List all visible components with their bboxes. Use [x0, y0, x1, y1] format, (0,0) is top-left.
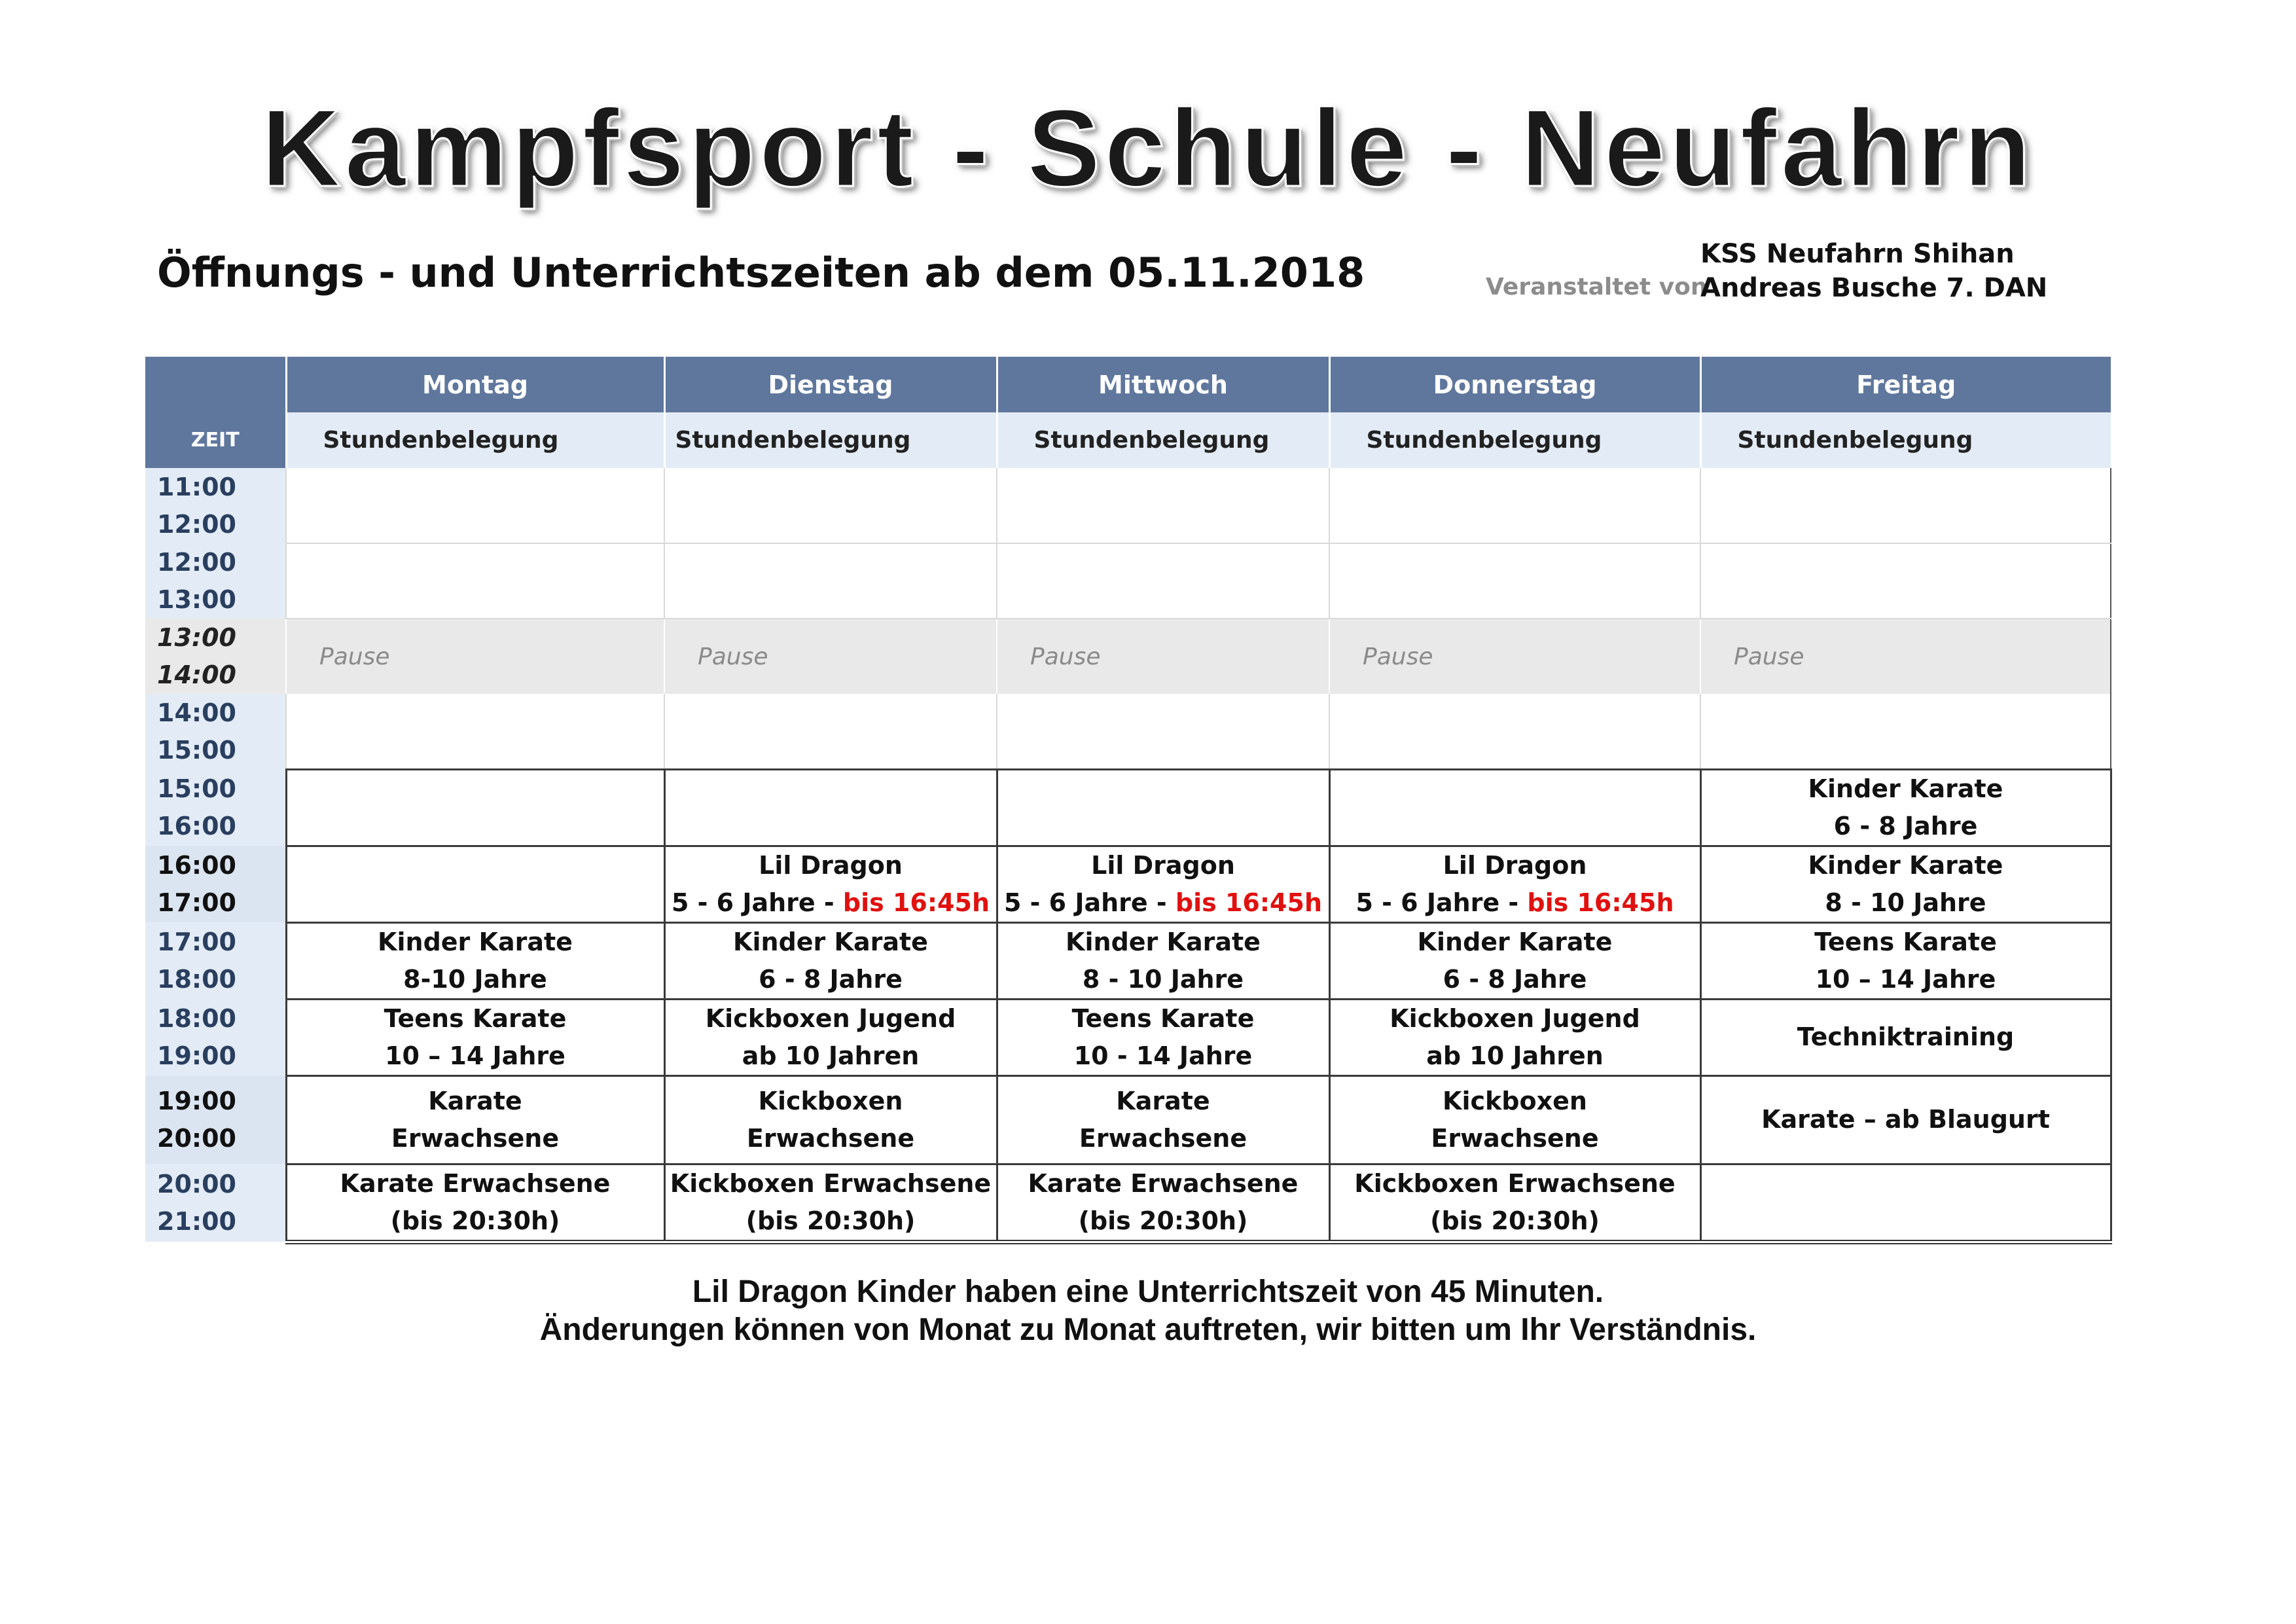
class-name: Kinder Karate: [1808, 850, 2003, 880]
time-slot: [145, 999, 286, 1075]
class-name: Teens Karate: [1814, 927, 1997, 956]
table-row: [145, 922, 2111, 999]
class-name: Kinder Karate: [378, 927, 573, 956]
day-header-mittwoch: Mittwoch: [997, 357, 1329, 412]
age-group: 10 – 14 Jahre: [1815, 964, 1996, 994]
time-slot: [145, 543, 286, 619]
schedule-cell: [1329, 1075, 1700, 1164]
schedule-cell: Pause: [997, 619, 1329, 694]
end-time-note: bis 16:45h: [842, 888, 990, 917]
schedule-cell: [664, 1164, 997, 1242]
class-detail: [287, 1038, 664, 1075]
column-label: Stundenbelegung: [286, 412, 664, 468]
schedule-cell: [664, 846, 997, 922]
age-group: Erwachsene: [746, 1123, 915, 1153]
schedule-cell: [286, 1075, 664, 1164]
age-group: Erwachsene: [1079, 1123, 1247, 1153]
age-group: 10 – 14 Jahre: [385, 1041, 565, 1070]
schedule-cell: [1700, 468, 2111, 543]
class-name: Kinder Karate: [1417, 927, 1613, 956]
table-row: [145, 846, 2111, 922]
class-name: Karate Erwachsene: [340, 1168, 611, 1198]
time-start: 19:00: [157, 1086, 236, 1115]
class-name: Lil Dragon: [1091, 850, 1235, 880]
time-end: 16:00: [157, 811, 236, 840]
schedule-cell: [286, 543, 664, 619]
schedule-cell: [997, 694, 1329, 769]
time-start: 16:00: [157, 850, 236, 880]
class-detail: [1331, 1202, 1700, 1240]
time-start: 12:00: [157, 547, 236, 577]
schedule-cell: [664, 769, 997, 846]
schedule-cell: [664, 543, 997, 619]
zeit-label: ZEIT: [145, 412, 286, 468]
schedule-cell: [1700, 543, 2111, 619]
age-group: 5 - 6 Jahre -: [1003, 888, 1175, 917]
class-detail: [287, 1202, 664, 1240]
schedule-cell: [997, 922, 1329, 999]
column-label: Stundenbelegung: [1329, 412, 1700, 468]
schedule-cell: [1329, 543, 1700, 619]
class-name: Kickboxen Jugend: [1390, 1003, 1640, 1033]
schedule-cell: [664, 694, 997, 769]
schedule-cell: [997, 468, 1329, 543]
time-start: 20:00: [157, 1169, 236, 1199]
class-detail: [1702, 884, 2110, 922]
time-start: 17:00: [157, 927, 236, 956]
schedule-cell: [1329, 1164, 1700, 1242]
class-detail: [1331, 1120, 1700, 1157]
age-group: (bis 20:30h): [1430, 1206, 1600, 1235]
schedule-cell: [1700, 694, 2111, 769]
class-detail: [1702, 961, 2110, 998]
schedule-cell: Pause: [1329, 619, 1700, 694]
class-detail: [666, 884, 996, 922]
class-name: Kickboxen Jugend: [705, 1003, 956, 1033]
schedule-cell: [1329, 694, 1700, 769]
age-group: 8 - 10 Jahre: [1082, 964, 1244, 994]
subheader-row: [145, 412, 2111, 468]
schedule-cell: [1329, 769, 1700, 846]
schedule-cell: [286, 922, 664, 999]
time-end: 17:00: [157, 888, 236, 917]
class-detail: [998, 884, 1329, 922]
table-row: [145, 694, 2111, 769]
footer-line-1: Lil Dragon Kinder haben eine Unterrichtszeit von 45 Minuten.: [692, 1274, 1604, 1309]
class-detail: [998, 1202, 1329, 1240]
footer-note: [0, 1273, 2296, 1349]
class-name: Kickboxen: [758, 1086, 903, 1115]
class-detail: [998, 1038, 1329, 1075]
class-name: Teens Karate: [384, 1003, 567, 1033]
class-name: Karate – ab Blaugurt: [1761, 1105, 2050, 1134]
schedule-cell: [997, 543, 1329, 619]
age-group: 6 - 8 Jahre: [1833, 811, 1978, 840]
time-end: 21:00: [157, 1206, 236, 1236]
age-group: 5 - 6 Jahre -: [671, 888, 843, 917]
end-time-note: bis 16:45h: [1175, 888, 1322, 917]
time-slot: [145, 922, 286, 999]
table-row: [145, 619, 2111, 694]
organizer-label: Veranstaltet von: [1486, 274, 1708, 300]
age-group: 6 - 8 Jahre: [759, 964, 903, 994]
table-row: [145, 769, 2111, 846]
organizer-line-1: KSS Neufahrn Shihan: [1700, 239, 2015, 269]
class-detail: [287, 1120, 664, 1157]
class-name: Lil Dragon: [1443, 850, 1587, 880]
time-start: 15:00: [157, 774, 236, 803]
age-group: (bis 20:30h): [1078, 1206, 1248, 1235]
time-end: 18:00: [157, 964, 236, 994]
schedule-cell: Pause: [286, 619, 664, 694]
class-detail: [666, 1202, 996, 1240]
schedule-cell: [664, 999, 997, 1075]
class-name: Kinder Karate: [1808, 774, 2003, 803]
time-start: 18:00: [157, 1003, 236, 1033]
time-slot: [145, 1164, 286, 1242]
class-detail: [998, 961, 1329, 998]
schedule-cell: [1700, 1075, 2111, 1164]
schedule-table: [145, 357, 2112, 1244]
day-header-montag: Montag: [286, 357, 664, 412]
schedule-cell: [1700, 769, 2111, 846]
class-detail: [1702, 808, 2110, 845]
footer-line-2: Änderungen können von Monat zu Monat auftreten, wir bitten um Ihr Verständnis.: [539, 1312, 1757, 1347]
time-end: 15:00: [157, 735, 236, 765]
class-name: Kinder Karate: [1066, 927, 1261, 956]
time-end: 12:00: [157, 509, 236, 539]
age-group: ab 10 Jahren: [1426, 1041, 1604, 1070]
age-group: (bis 20:30h): [745, 1206, 916, 1235]
time-slot: [145, 1075, 286, 1164]
age-group: Erwachsene: [1431, 1123, 1599, 1153]
class-detail: [666, 961, 996, 998]
age-group: 8 - 10 Jahre: [1825, 888, 1986, 917]
schedule-cell: [997, 1164, 1329, 1242]
schedule-cell: [997, 1075, 1329, 1164]
class-name: Techniktraining: [1797, 1022, 2015, 1051]
class-detail: [1331, 1038, 1700, 1075]
schedule-subtitle: Öffnungs - und Unterrichtszeiten ab dem 05.11.2018: [157, 249, 1365, 297]
time-slot: [145, 468, 286, 543]
schedule-cell: [1329, 922, 1700, 999]
age-group: (bis 20:30h): [390, 1206, 560, 1235]
class-detail: [666, 1120, 996, 1157]
table-row: [145, 543, 2111, 619]
class-name: Karate Erwachsene: [1028, 1168, 1299, 1198]
schedule-cell: [1700, 922, 2111, 999]
time-end: 19:00: [157, 1041, 236, 1070]
time-end: 14:00: [157, 660, 236, 689]
column-label: Stundenbelegung: [1700, 412, 2111, 468]
class-detail: [1331, 961, 1700, 998]
end-time-note: bis 16:45h: [1527, 888, 1674, 917]
page-title: Kampfsport - Schule - Neufahrn: [261, 86, 2035, 209]
class-detail: [666, 1038, 996, 1075]
table-row: [145, 999, 2111, 1075]
time-slot: [145, 769, 286, 846]
organizer-line-2: Andreas Busche 7. DAN: [1700, 273, 2048, 303]
day-header-donnerstag: Donnerstag: [1329, 357, 1700, 412]
schedule-rows: [145, 468, 2111, 1242]
time-start: 13:00: [157, 623, 236, 652]
column-label: Stundenbelegung: [997, 412, 1329, 468]
organizer-name: [1700, 237, 2047, 305]
table-row: [145, 1075, 2111, 1164]
schedule-cell: [1329, 468, 1700, 543]
age-group: 5 - 6 Jahre -: [1355, 888, 1528, 917]
header-corner: [145, 357, 286, 412]
schedule-cell: [997, 846, 1329, 922]
time-start: 14:00: [157, 698, 236, 727]
time-end: 13:00: [157, 585, 236, 614]
schedule-cell: [286, 999, 664, 1075]
schedule-cell: Pause: [664, 619, 997, 694]
schedule-cell: [286, 846, 664, 922]
class-detail: [287, 961, 664, 998]
schedule-cell: [664, 922, 997, 999]
class-name: Kickboxen: [1443, 1086, 1587, 1115]
day-header-row: [145, 357, 2111, 412]
table-row: [145, 468, 2111, 543]
time-end: 20:00: [157, 1123, 236, 1153]
class-name: Lil Dragon: [759, 850, 903, 880]
day-header-freitag: Freitag: [1700, 357, 2111, 412]
schedule-cell: [664, 1075, 997, 1164]
age-group: 8-10 Jahre: [403, 964, 547, 994]
column-label: Stundenbelegung: [664, 412, 997, 468]
class-name: Teens Karate: [1071, 1003, 1255, 1033]
time-slot: [145, 846, 286, 922]
class-name: Kickboxen Erwachsene: [670, 1168, 992, 1198]
schedule-cell: [286, 769, 664, 846]
schedule-cell: [286, 1164, 664, 1242]
schedule-cell: Pause: [1700, 619, 2111, 694]
schedule-cell: [1329, 999, 1700, 1075]
schedule-cell: [1700, 1164, 2111, 1242]
time-slot: [145, 694, 286, 769]
age-group: 6 - 8 Jahre: [1443, 964, 1587, 994]
class-name: Kinder Karate: [733, 927, 928, 956]
age-group: ab 10 Jahren: [742, 1041, 920, 1070]
time-slot: [145, 619, 286, 694]
table-row: [145, 1164, 2111, 1242]
class-detail: [1331, 884, 1700, 922]
schedule-cell: [1329, 846, 1700, 922]
schedule-cell: [286, 694, 664, 769]
schedule-cell: [997, 769, 1329, 846]
day-header-dienstag: Dienstag: [664, 357, 997, 412]
class-name: Karate: [428, 1086, 522, 1115]
class-name: Kickboxen Erwachsene: [1354, 1168, 1676, 1198]
age-group: Erwachsene: [391, 1123, 560, 1153]
time-start: 11:00: [157, 472, 236, 501]
schedule-cell: [1700, 846, 2111, 922]
class-detail: [998, 1120, 1329, 1157]
schedule-cell: [664, 468, 997, 543]
class-name: Karate: [1116, 1086, 1210, 1115]
age-group: 10 - 14 Jahre: [1073, 1041, 1253, 1070]
schedule-cell: [1700, 999, 2111, 1075]
schedule-cell: [997, 999, 1329, 1075]
schedule-cell: [286, 468, 664, 543]
